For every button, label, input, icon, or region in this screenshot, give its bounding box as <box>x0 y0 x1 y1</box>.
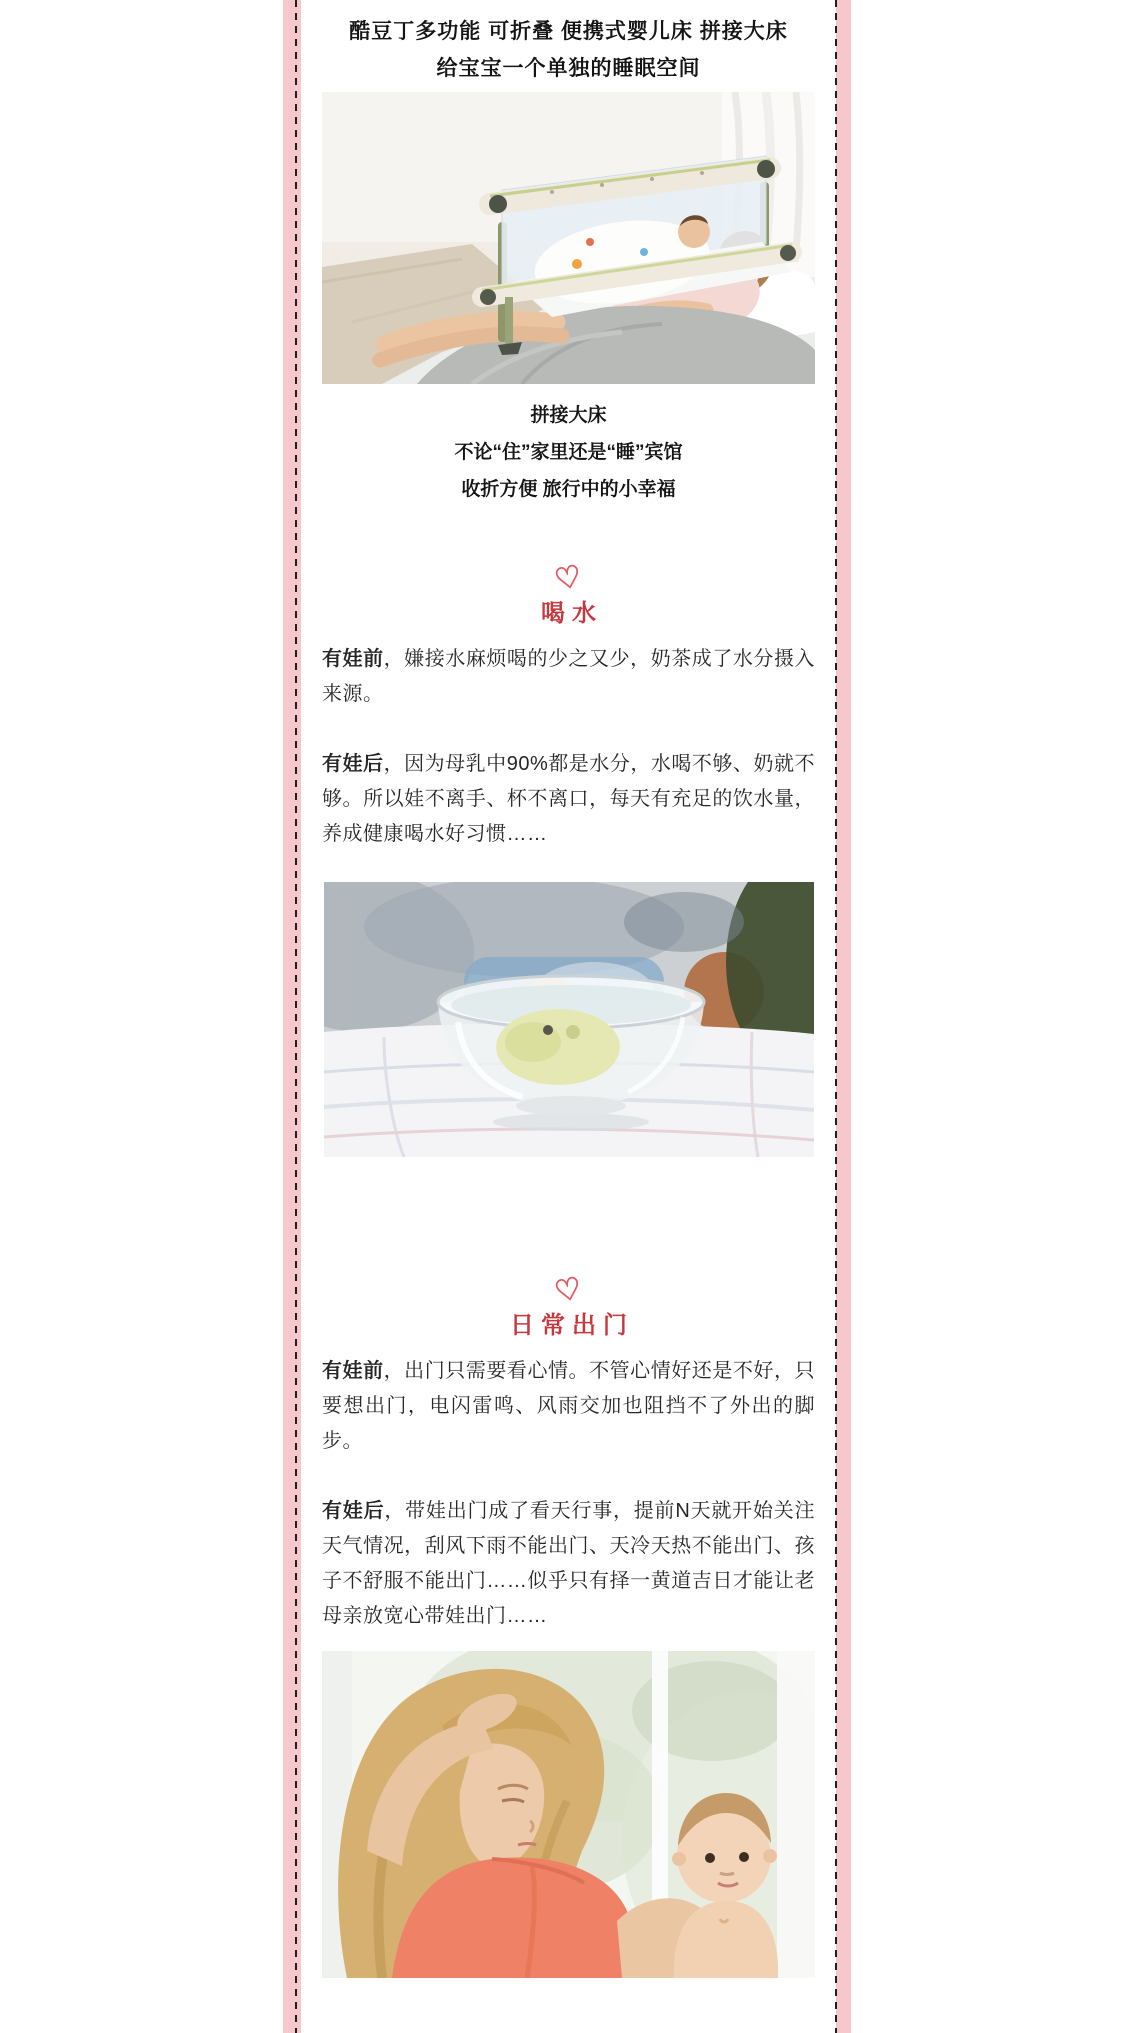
product-title-line1: 酷豆丁多功能 可折叠 便携式婴儿床 拼接大床 <box>349 20 788 43</box>
crib-caption-line3: 收折方便 旅行中的小幸福 <box>461 479 676 500</box>
water-paragraph-before <box>322 642 815 712</box>
crib-caption <box>322 397 815 508</box>
paragraph-body: ，嫌接水麻烦喝的少之又少，奶茶成了水分摄入来源。 <box>322 648 816 705</box>
product-title-line2: 给宝宝一个单独的睡眠空间 <box>436 57 701 80</box>
section-heading-drink-water: 喝水 <box>541 600 603 627</box>
paragraph-lead: 有娃后 <box>322 753 384 775</box>
outing-paragraph-before <box>322 1354 815 1459</box>
left-dashed-border-line <box>295 0 297 2033</box>
left-pink-border-band <box>283 0 301 2033</box>
crib-bedside-photo <box>322 92 815 384</box>
paragraph-lead: 有娃前 <box>322 1360 384 1382</box>
paragraph-lead: 有娃前 <box>322 648 384 670</box>
water-bowl-photo <box>324 882 814 1157</box>
water-paragraph-after <box>322 747 815 852</box>
crib-caption-line1: 拼接大床 <box>530 405 607 426</box>
section-heading-daily-outing: 日常出门 <box>510 1312 634 1339</box>
paragraph-body: ，带娃出门成了看天行事，提前N天就开始关注天气情况，刮风下雨不能出门、天冷天热不能出门、孩子不舒服不能出门……似乎只有择一黄道吉日才能让老母亲放宽心带娃出门…… <box>322 1500 815 1627</box>
article-content-column <box>301 0 836 2033</box>
paragraph-lead: 有娃后 <box>322 1500 385 1522</box>
crib-caption-line2: 不论“住”家里还是“睡”宾馆 <box>454 442 683 463</box>
right-pink-border-band <box>836 0 851 2033</box>
heart-outline-icon: ♡ <box>551 1271 585 1310</box>
outing-paragraph-after <box>322 1494 815 1634</box>
paragraph-body: ，因为母乳中90%都是水分，水喝不够、奶就不够。所以娃不离手、杯不离口，每天有充足的饮水量，养成健康喝水好习惯…… <box>322 753 816 845</box>
heart-outline-icon: ♡ <box>551 559 585 598</box>
mother-and-baby-photo <box>322 1651 815 1978</box>
paragraph-body: ，出门只需要看心情。不管心情好还是不好，只要想出门，电闪雷鸣、风雨交加也阻挡不了外出的脚步。 <box>322 1360 816 1452</box>
